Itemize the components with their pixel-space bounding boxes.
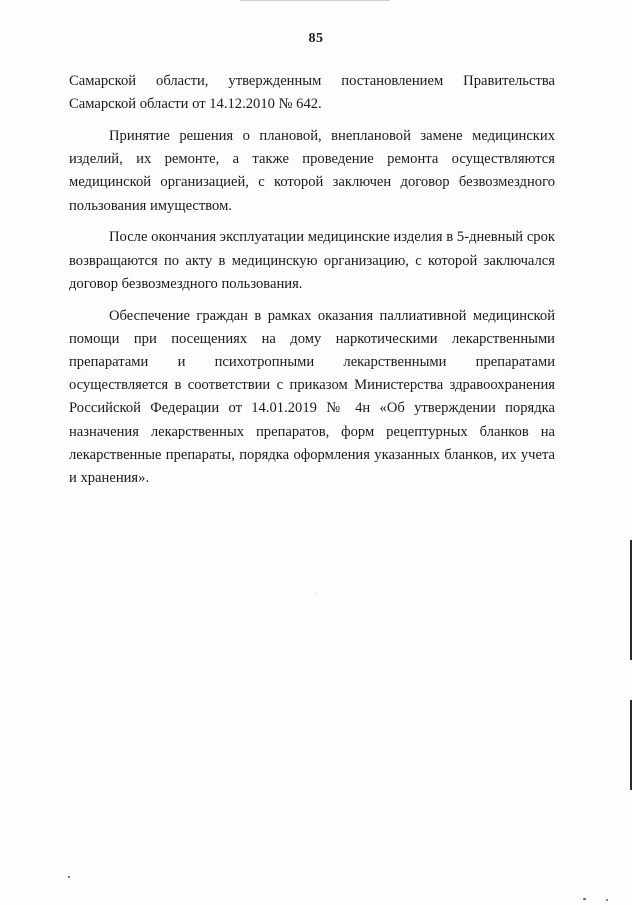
page-number: 85 [308, 31, 324, 46]
scan-speck [68, 876, 70, 878]
document-body [69, 70, 555, 499]
paragraph-1: Самарской области, утвержденным постановлением Правительства Самарской области от 14.12.2010 № 642. [69, 73, 555, 113]
paragraph-2: Принятие решения о плановой, внеплановой замене медицинских изделий, их ремонте, а также проведение ремонта осуществляются медицинской организацией, с которой заключен договор безвозмездного пользования имуществом. [69, 128, 555, 214]
scan-speck [583, 898, 586, 900]
scan-top-edge [240, 0, 390, 1]
paragraph-4: Обеспечение граждан в рамках оказания паллиативной медицинской помощи при посещениях на дому наркотическими лекарственными препаратами и психотропными лекарственными препаратами осуществляется в соответствии с приказом Министерства здравоохранения Российской Федерации от 14.01.2019 № 4н «Об утверждении порядка назначения лекарственных препаратов, форм рецептурных бланков на лекарственные препараты, порядка оформления указанных бланков, их учета и хранения». [69, 307, 555, 487]
paragraph-3: После окончания эксплуатации медицинские изделия в 5-дневный срок возвращаются по акту в медицинскую организацию, с которой заключался договор безвозмездного пользования. [69, 229, 555, 292]
scan-speck [316, 593, 317, 594]
scan-speck [606, 899, 608, 901]
